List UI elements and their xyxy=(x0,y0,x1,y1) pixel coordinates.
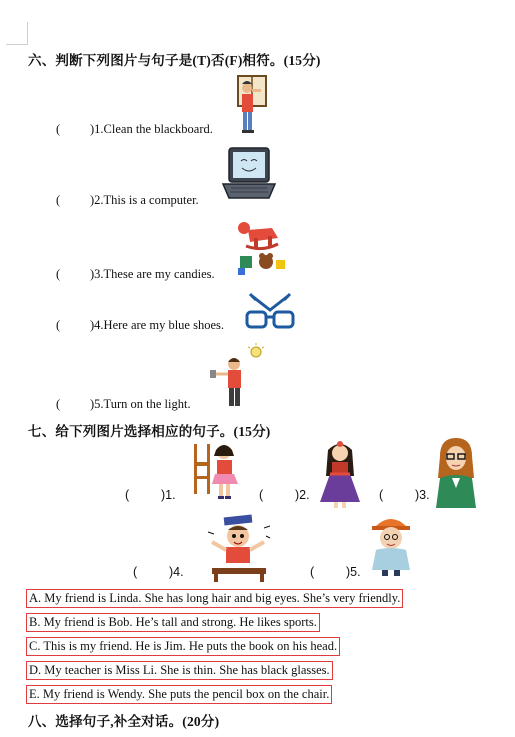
glasses-illustration xyxy=(244,292,296,332)
option-a: A. My friend is Linda. She has long hair and big eyes. She’s very friendly. xyxy=(26,589,403,608)
answer-paren-open: ( xyxy=(133,565,138,579)
section-7-item-2 xyxy=(259,488,310,502)
item-number: 1. xyxy=(165,488,176,502)
section-7-item-5 xyxy=(310,565,361,579)
section-7-item-3 xyxy=(379,488,430,502)
section-6-heading: 六、判断下列图片与句子是(T)否(F)相符。(15分) xyxy=(28,53,321,68)
toys-illustration xyxy=(234,216,288,278)
teacher-glasses-illustration xyxy=(432,438,480,508)
section-7-heading: 七、给下列图片选择相应的句子。(15分) xyxy=(28,424,271,439)
answer-paren-close: ) xyxy=(415,488,420,502)
answer-paren-close: ) xyxy=(90,397,95,411)
section-6-item-2 xyxy=(56,193,199,208)
item-text: 1.Clean the blackboard. xyxy=(94,122,213,136)
laptop-illustration xyxy=(221,146,277,204)
answer-paren-close: ) xyxy=(295,488,300,502)
answer-paren-close: ) xyxy=(90,193,95,207)
section-7-item-1 xyxy=(125,488,176,502)
answer-paren-open: ( xyxy=(379,488,384,502)
section-6-item-4 xyxy=(56,318,224,333)
item-number: 2. xyxy=(299,488,310,502)
boy-book-on-head-illustration xyxy=(206,512,272,582)
answer-paren-close: ) xyxy=(90,267,95,281)
option-c: C. This is my friend. He is Jim. He puts the book on his head. xyxy=(26,637,340,656)
section-6-item-5 xyxy=(56,397,191,412)
answer-paren-open: ( xyxy=(259,488,264,502)
answer-paren-open: ( xyxy=(56,122,61,136)
clean-window-illustration xyxy=(232,74,270,136)
section-7-item-4 xyxy=(133,565,184,579)
item-text: 5.Turn on the light. xyxy=(94,397,191,411)
page-corner-mark xyxy=(27,22,28,44)
boy-cap-illustration xyxy=(366,512,416,578)
answer-paren-open: ( xyxy=(56,397,61,411)
answer-paren-open: ( xyxy=(310,565,315,579)
item-text: 4.Here are my blue shoes. xyxy=(94,318,224,332)
section-6-item-3 xyxy=(56,267,215,282)
item-text: 3.These are my candies. xyxy=(94,267,215,281)
option-e: E. My friend is Wendy. She puts the pencil box on the chair. xyxy=(26,685,332,704)
item-number: 3. xyxy=(419,488,430,502)
item-number: 4. xyxy=(173,565,184,579)
answer-paren-close: ) xyxy=(346,565,351,579)
answer-paren-open: ( xyxy=(56,267,61,281)
option-b: B. My friend is Bob. He’s tall and strong. He likes sports. xyxy=(26,613,320,632)
answer-paren-close: ) xyxy=(169,565,174,579)
answer-paren-close: ) xyxy=(161,488,166,502)
answer-paren-open: ( xyxy=(56,193,61,207)
item-number: 5. xyxy=(350,565,361,579)
section-8-heading: 八、选择句子,补全对话。(20分) xyxy=(28,714,220,729)
light-switch-illustration xyxy=(208,342,270,410)
long-hair-girl-illustration xyxy=(316,440,364,510)
answer-paren-close: ) xyxy=(90,318,95,332)
item-text: 2.This is a computer. xyxy=(94,193,199,207)
section-6-item-1 xyxy=(56,122,213,137)
page-corner-mark xyxy=(6,44,28,45)
girl-chair-illustration xyxy=(188,440,248,502)
answer-paren-close: ) xyxy=(90,122,95,136)
answer-paren-open: ( xyxy=(56,318,61,332)
answer-paren-open: ( xyxy=(125,488,130,502)
option-d: D. My teacher is Miss Li. She is thin. She has black glasses. xyxy=(26,661,333,680)
